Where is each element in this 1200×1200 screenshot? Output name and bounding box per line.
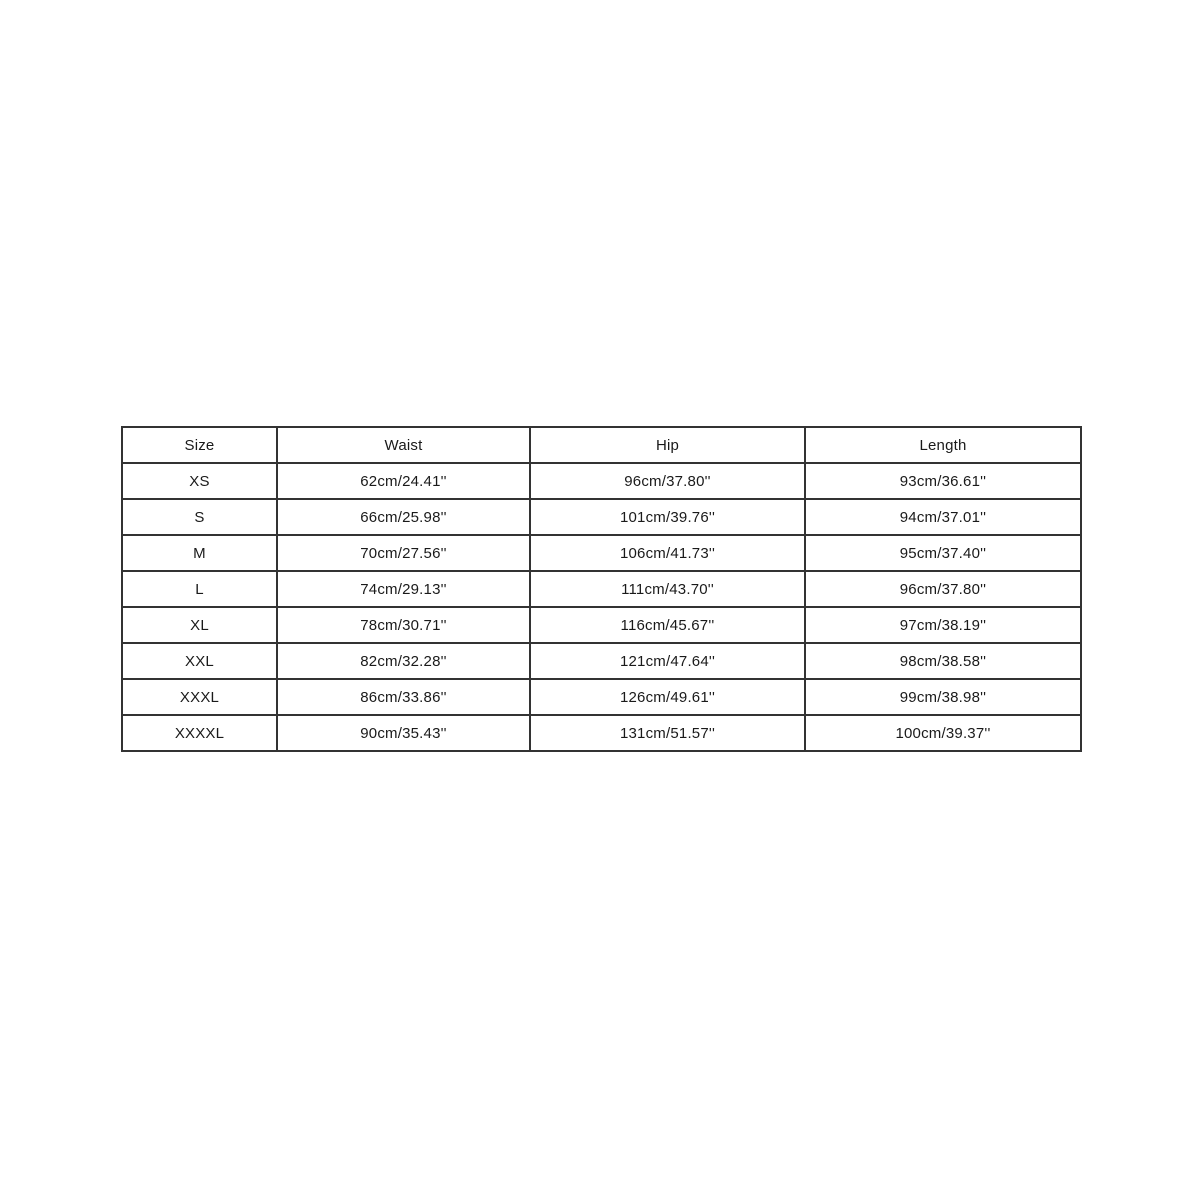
cell-hip: 111cm/43.70'' [530,571,805,607]
size-chart-table [121,426,1082,752]
cell-waist: 82cm/32.28'' [277,643,530,679]
header-size: Size [122,427,277,463]
table-row [122,607,1081,643]
cell-length: 100cm/39.37'' [805,715,1081,751]
cell-size: XXXXL [122,715,277,751]
cell-size: XL [122,607,277,643]
cell-hip: 116cm/45.67'' [530,607,805,643]
cell-size: M [122,535,277,571]
cell-waist: 86cm/33.86'' [277,679,530,715]
header-waist: Waist [277,427,530,463]
header-row [122,427,1081,463]
cell-size: S [122,499,277,535]
table-row [122,535,1081,571]
header-hip: Hip [530,427,805,463]
table-row [122,571,1081,607]
cell-length: 99cm/38.98'' [805,679,1081,715]
table-row [122,643,1081,679]
cell-waist: 70cm/27.56'' [277,535,530,571]
cell-length: 97cm/38.19'' [805,607,1081,643]
cell-size: XXXL [122,679,277,715]
table-row [122,499,1081,535]
cell-waist: 78cm/30.71'' [277,607,530,643]
cell-length: 93cm/36.61'' [805,463,1081,499]
cell-size: XS [122,463,277,499]
header-length: Length [805,427,1081,463]
cell-length: 95cm/37.40'' [805,535,1081,571]
cell-length: 96cm/37.80'' [805,571,1081,607]
cell-hip: 126cm/49.61'' [530,679,805,715]
cell-size: L [122,571,277,607]
table-row [122,679,1081,715]
cell-hip: 96cm/37.80'' [530,463,805,499]
cell-hip: 101cm/39.76'' [530,499,805,535]
cell-length: 98cm/38.58'' [805,643,1081,679]
table-row [122,715,1081,751]
cell-hip: 106cm/41.73'' [530,535,805,571]
cell-hip: 131cm/51.57'' [530,715,805,751]
cell-size: XXL [122,643,277,679]
cell-waist: 62cm/24.41'' [277,463,530,499]
cell-length: 94cm/37.01'' [805,499,1081,535]
cell-waist: 90cm/35.43'' [277,715,530,751]
cell-waist: 74cm/29.13'' [277,571,530,607]
cell-hip: 121cm/47.64'' [530,643,805,679]
cell-waist: 66cm/25.98'' [277,499,530,535]
table-row [122,463,1081,499]
